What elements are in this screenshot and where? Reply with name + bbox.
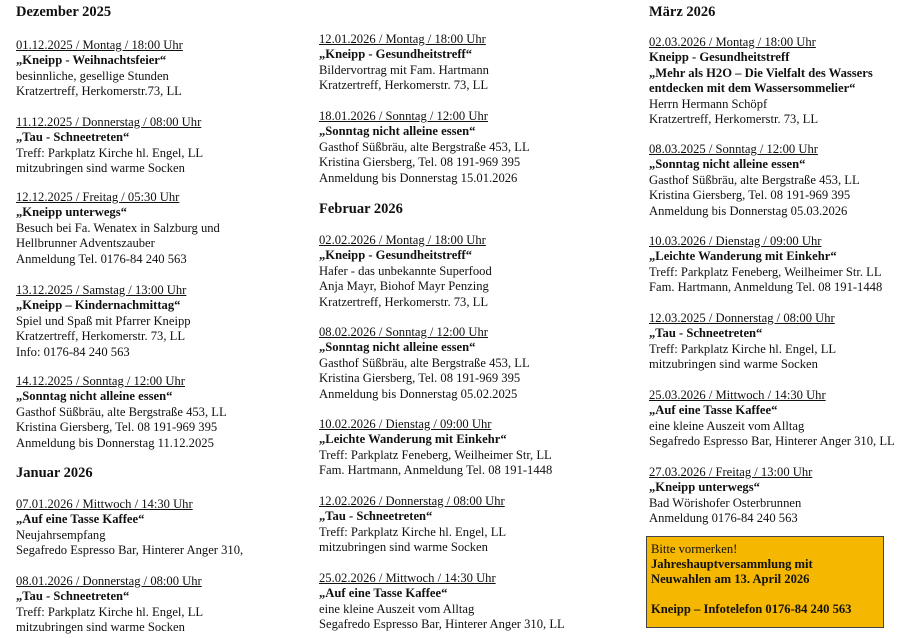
event-detail: mitzubringen sind warme Socken [319, 540, 488, 555]
month-heading: Januar 2026 [16, 465, 93, 481]
event-title: „Leichte Wanderung mit Einkehr“ [649, 249, 837, 264]
month-heading: Dezember 2025 [16, 4, 112, 20]
event-detail: Kristina Giersberg, Tel. 08 191-969 395 [319, 371, 521, 386]
event-date: 25.02.2026 / Mittwoch / 14:30 Uhr [319, 571, 496, 585]
event-entry [16, 190, 306, 267]
event-detail: Hafer - das unbekannte Superfood [319, 263, 492, 278]
event-date: 08.01.2026 / Donnerstag / 08:00 Uhr [16, 574, 202, 588]
event-title: „Kneipp - Gesundheitstreff“ [319, 248, 473, 263]
event-detail: Kristina Giersberg, Tel. 08 191-969 395 [16, 420, 218, 435]
event-detail: Treff: Parkplatz Kirche hl. Engel, LL [319, 524, 507, 539]
event-title: Kneipp - Gesundheitstreff [649, 50, 790, 65]
event-title: „Auf eine Tasse Kaffee“ [649, 403, 778, 418]
event-date: 01.12.2025 / Montag / 18:00 Uhr [16, 38, 183, 52]
month-heading: Februar 2026 [319, 201, 403, 217]
event-detail: Spiel und Spaß mit Pfarrer Kneipp [16, 313, 191, 328]
event-date: 12.03.2025 / Donnerstag / 08:00 Uhr [649, 311, 835, 325]
event-detail: Anmeldung Tel. 0176-84 240 563 [16, 251, 187, 266]
event-entry [16, 574, 306, 636]
event-entry [16, 115, 306, 177]
notice-line-3: Neuwahlen am 13. April 2026 [651, 572, 810, 586]
event-detail: Kratzertreff, Herkomerstr. 73, LL [319, 78, 489, 93]
event-title: „Tau - Schneetreten“ [319, 509, 433, 524]
event-detail: Gasthof Süßbräu, alte Bergstraße 453, LL [319, 355, 530, 370]
event-date: 02.03.2026 / Montag / 18:00 Uhr [649, 35, 816, 49]
event-detail: Fam. Hartmann, Anmeldung Tel. 08 191-1448 [649, 280, 883, 295]
event-date: 02.02.2026 / Montag / 18:00 Uhr [319, 233, 486, 247]
event-entry [319, 417, 639, 479]
event-title: „Tau - Schneetreten“ [649, 326, 763, 341]
event-entry [649, 465, 909, 527]
event-entry [319, 32, 639, 94]
event-detail: Bad Wörishofer Osterbrunnen [649, 495, 802, 510]
event-title: „Sonntag nicht alleine essen“ [649, 157, 806, 172]
event-date: 10.02.2026 / Dienstag / 09:00 Uhr [319, 417, 492, 431]
month-heading: März 2026 [649, 4, 716, 20]
event-detail: Segafredo Espresso Bar, Hinterer Anger 310, LL [319, 617, 565, 632]
event-entry [649, 388, 909, 450]
event-title: „Tau - Schneetreten“ [16, 130, 130, 145]
event-detail: Anmeldung bis Donnerstag 11.12.2025 [16, 435, 214, 450]
event-detail: Kratzertreff, Herkomerstr.73, LL [16, 84, 182, 99]
event-detail: Treff: Parkplatz Kirche hl. Engel, LL [649, 341, 837, 356]
event-detail: Anmeldung bis Donnerstag 05.02.2025 [319, 386, 518, 401]
event-title-line-3: entdecken mit dem Wassersommelier“ [649, 81, 856, 96]
notice-line-2: Jahreshauptversammlung mit [651, 557, 813, 571]
event-title: „Kneipp unterwegs“ [649, 480, 760, 495]
event-detail: eine kleine Auszeit vom Alltag [649, 418, 805, 433]
event-date: 08.02.2026 / Sonntag / 12:00 Uhr [319, 325, 488, 339]
event-detail: Treff: Parkplatz Kirche hl. Engel, LL [16, 145, 204, 160]
event-detail: besinnliche, gesellige Stunden [16, 68, 169, 83]
event-entry [319, 109, 639, 186]
event-detail: mitzubringen sind warme Socken [649, 357, 818, 372]
event-entry [649, 234, 909, 296]
event-detail: Kratzertreff, Herkomerstr. 73, LL [16, 329, 186, 344]
event-date: 12.02.2026 / Donnerstag / 08:00 Uhr [319, 494, 505, 508]
event-detail: Gasthof Süßbräu, alte Bergstraße 453, LL [319, 139, 530, 154]
event-entry [16, 38, 306, 100]
event-date: 07.01.2026 / Mittwoch / 14:30 Uhr [16, 497, 193, 511]
event-entry [319, 571, 639, 633]
event-detail: Hellbrunner Adventszauber [16, 236, 155, 251]
notice-line-1: Bitte vormerken! [651, 542, 738, 556]
event-detail: Neujahrsempfang [16, 527, 106, 542]
notice-line-4: Kneipp – Infotelefon 0176-84 240 563 [651, 602, 852, 616]
event-title-line-2: „Mehr als H2O – Die Vielfalt des Wassers [649, 65, 873, 80]
event-detail: Treff: Parkplatz Feneberg, Weilheimer Str, LL [319, 447, 552, 462]
event-entry [319, 494, 639, 556]
event-title: „Auf eine Tasse Kaffee“ [319, 586, 448, 601]
event-detail: Kristina Giersberg, Tel. 08 191-969 395 [319, 155, 521, 170]
event-entry [649, 35, 909, 127]
event-title: „Leichte Wanderung mit Einkehr“ [319, 432, 507, 447]
event-date: 11.12.2025 / Donnerstag / 08:00 Uhr [16, 115, 202, 129]
event-entry [319, 233, 639, 310]
event-title: „Kneipp - Weihnachtsfeier“ [16, 53, 167, 68]
event-date: 18.01.2026 / Sonntag / 12:00 Uhr [319, 109, 488, 123]
event-detail: Info: 0176-84 240 563 [16, 344, 130, 359]
event-date: 12.01.2026 / Montag / 18:00 Uhr [319, 32, 486, 46]
event-title: „Auf eine Tasse Kaffee“ [16, 512, 145, 527]
event-date: 12.12.2025 / Freitag / 05:30 Uhr [16, 190, 180, 204]
event-entry [16, 374, 306, 451]
event-detail: Treff: Parkplatz Kirche hl. Engel, LL [16, 604, 204, 619]
event-date: 13.12.2025 / Samstag / 13:00 Uhr [16, 283, 187, 297]
event-date: 10.03.2026 / Dienstag / 09:00 Uhr [649, 234, 822, 248]
event-detail: Anmeldung bis Donnerstag 05.03.2026 [649, 203, 848, 218]
notice-box [646, 536, 884, 628]
event-date: 27.03.2026 / Freitag / 13:00 Uhr [649, 465, 813, 479]
event-detail: Kristina Giersberg, Tel. 08 191-969 395 [649, 188, 851, 203]
event-detail: Besuch bei Fa. Wenatex in Salzburg und [16, 220, 220, 235]
event-title: „Sonntag nicht alleine essen“ [319, 124, 476, 139]
event-detail: Treff: Parkplatz Feneberg, Weilheimer Str. LL [649, 264, 882, 279]
event-detail: Herrn Hermann Schöpf [649, 96, 768, 111]
event-detail: Segafredo Espresso Bar, Hinterer Anger 310, [16, 543, 244, 558]
event-entry [16, 497, 306, 559]
event-detail: mitzubringen sind warme Socken [16, 161, 185, 176]
event-detail: Anmeldung bis Donnerstag 15.01.2026 [319, 170, 518, 185]
event-detail: Kratzertreff, Herkomerstr. 73, LL [649, 112, 819, 127]
event-date: 25.03.2026 / Mittwoch / 14:30 Uhr [649, 388, 826, 402]
event-detail: Anja Mayr, Biohof Mayr Penzing [319, 279, 489, 294]
event-detail: Fam. Hartmann, Anmeldung Tel. 08 191-1448 [319, 463, 553, 478]
event-entry [649, 142, 909, 219]
event-entry [319, 325, 639, 402]
event-detail: Kratzertreff, Herkomerstr. 73, LL [319, 294, 489, 309]
event-title: „Kneipp unterwegs“ [16, 205, 127, 220]
event-detail: mitzubringen sind warme Socken [16, 620, 185, 635]
event-date: 08.03.2025 / Sonntag / 12:00 Uhr [649, 142, 818, 156]
event-title: „Sonntag nicht alleine essen“ [319, 340, 476, 355]
event-title: „Tau - Schneetreten“ [16, 589, 130, 604]
event-detail: Bildervortrag mit Fam. Hartmann [319, 62, 489, 77]
event-detail: Segafredo Espresso Bar, Hinterer Anger 310, LL [649, 434, 895, 449]
event-entry [649, 311, 909, 373]
event-detail: Gasthof Süßbräu, alte Bergstraße 453, LL [649, 172, 860, 187]
event-detail: Gasthof Süßbräu, alte Bergstraße 453, LL [16, 404, 227, 419]
event-entry [16, 283, 306, 360]
event-detail: eine kleine Auszeit vom Alltag [319, 601, 475, 616]
event-title: „Kneipp - Gesundheitstreff“ [319, 47, 473, 62]
event-date: 14.12.2025 / Sonntag / 12:00 Uhr [16, 374, 185, 388]
event-detail: Anmeldung 0176-84 240 563 [649, 511, 798, 526]
event-title: „Sonntag nicht alleine essen“ [16, 389, 173, 404]
event-title: „Kneipp – Kindernachmittag“ [16, 298, 181, 313]
